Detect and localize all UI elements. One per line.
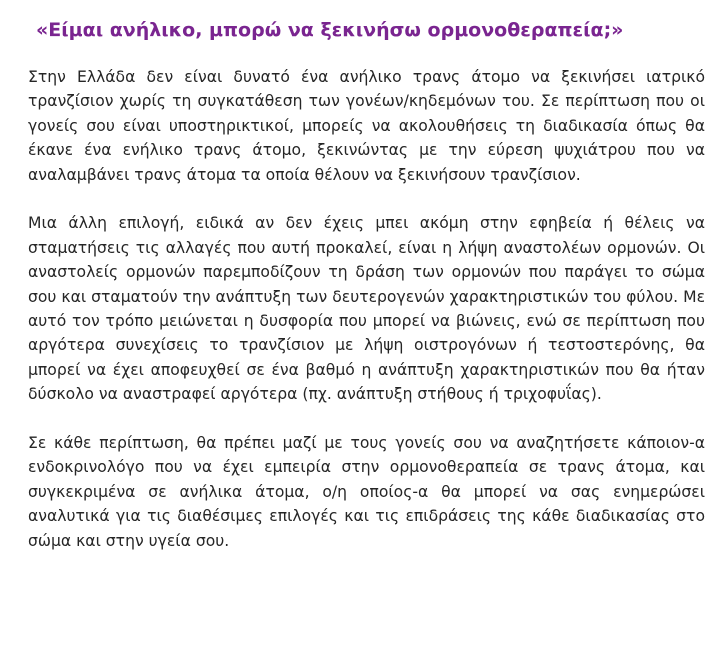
paragraph-endocrinologist: Σε κάθε περίπτωση, θα πρέπει μαζί με τους γονείς σου να αναζητήσετε κάποιον-α ενδοκρινολόγο που να έχει εμπειρία στην ορμονοθεραπεία σε τρανς άτομα, και συγκεκριμένα σε ανήλικα άτομα, ο/η οποίος-α θα μπορεί να σας ενημερώσει αναλυτικά για τις διαθέσιμες επιλογές και τις επιδράσεις της κάθε διαδικασίας στο σώμα και στην υγεία σου. xyxy=(28,434,705,550)
paragraph-parental-consent: Στην Ελλάδα δεν είναι δυνατό ένα ανήλικο τρανς άτομο να ξεκινήσει ιατρικό τρανζίσιον χωρίς τη συγκατάθεση των γονέων/κηδεμόνων του. Σε περίπτωση που οι γονείς σου είναι υποστηρικτικοί, μπορείς να ακολουθήσεις τη διαδικασία όπως θα έκανε ένα ενήλικο τρανς άτομο, ξεκινώντας με την εύρεση ψυχιάτρου που να αναλαμβάνει τρανς άτομα τα οποία θέλουν να ξεκινήσουν τρανζίσιον. xyxy=(28,68,705,184)
document-body xyxy=(28,65,705,577)
paragraph-hormone-blockers: Μια άλλη επιλογή, ειδικά αν δεν έχεις μπει ακόμη στην εφηβεία ή θέλεις να σταματήσεις τις αλλαγές που αυτή προκαλεί, είναι η λήψη αναστολέων ορμονών. Οι αναστολείς ορμονών παρεμποδίζουν τη δράση των ορμονών που παράγει το σώμα σου και σταματούν την ανάπτυξη των δευτερογενών χαρακτηριστικών του φύλου. Με αυτό τον τρόπο μειώνεται η δυσφορία που μπορεί να βιώνεις, ενώ σε περίπτωση που αργότερα συνεχίσεις το τρανζίσιον με λήψη οιστρογόνων ή τεστοστερόνης, θα μπορεί να έχει αποφευχθεί σε ένα βαθμό η ανάπτυξη χαρακτηριστικών που θα ήταν δύσκολο να αναστραφεί αργότερα (πχ. ανάπτυξη στήθους ή τριχοφυΐας). xyxy=(28,214,705,404)
document-title: «Είμαι ανήλικο, μπορώ να ξεκινήσω ορμονοθεραπεία;» xyxy=(36,19,624,41)
